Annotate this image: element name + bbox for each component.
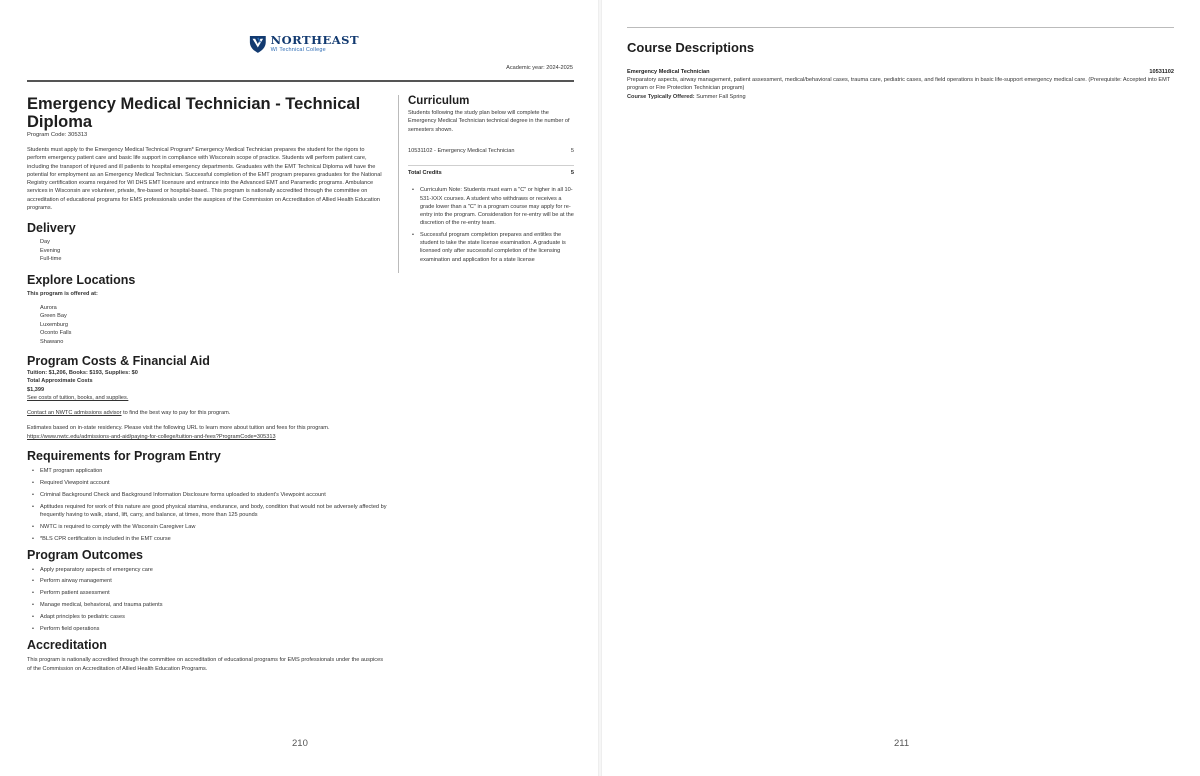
requirements-heading: Requirements for Program Entry <box>27 449 221 463</box>
page-number: 210 <box>292 738 308 749</box>
course-description: Preparatory aspects, airway management, patient assessment, medical/behavioral cases, trauma care, pediatric cases, and field operations in basic life-support emergency medical care. (Prerequisite: Accepted into EMT program or Fire Protection Technician program) <box>627 77 1171 92</box>
requirement-item: • EMT program application <box>31 468 387 476</box>
academic-year: Academic year: 2024-2025 <box>506 65 573 71</box>
course-description-entry <box>627 69 1174 101</box>
curriculum-note: • Successful program completion prepares and entitles the student to take the state license examination. A graduate is licensed only after successful completion of the licensing examination and application for a state license <box>412 231 574 264</box>
contact-line-rest: to find the best way to pay for this program. <box>121 410 231 417</box>
tuition-line: Tuition: $1,206, Books: $193, Supplies: $0 <box>27 369 138 376</box>
delivery-item: Full-time <box>40 256 62 263</box>
total-credits-value: 5 <box>570 170 574 177</box>
accreditation-text: This program is nationally accredited through the committee on accreditation of educational programs for EMS professionals under the auspices of the Commission on Accreditation of Allied Health Education Programs. <box>27 657 384 672</box>
estimates-text: Estimates based on in-state residency. Please visit the following URL to learn more about tuition and fees for this program. <box>27 425 330 432</box>
course-offered <box>627 93 1174 101</box>
location-item: Aurora <box>40 304 57 311</box>
see-costs-link[interactable]: See costs of tuition, books, and supplies. <box>27 394 129 401</box>
program-code: Program Code: 305313 <box>27 132 88 138</box>
outcome-item: • Perform field operations <box>31 626 387 634</box>
delivery-item: Evening <box>40 247 61 254</box>
outcomes-heading: Program Outcomes <box>27 547 144 562</box>
requirement-item: • Required Viewpoint account <box>31 480 387 488</box>
course-offered-label: Course Typically Offered: <box>627 93 695 100</box>
course-offered-value: Summer Fall Spring <box>694 93 746 100</box>
requirement-item: • Aptitudes required for work of this nature are good physical stamina, endurance, and body, condition that would not be adversely affected by frequently having to walk, stand, lift, carry, and balance, at times, more than 125 pounds <box>31 504 387 519</box>
requirement-item: • *BLS CPR certification is included in the EMT course <box>31 536 387 544</box>
header-divider <box>27 80 574 82</box>
logo-name: NORTHEAST <box>270 32 359 47</box>
outcome-item: • Apply preparatory aspects of emergency care <box>31 567 387 575</box>
college-logo <box>249 30 359 58</box>
page-number: 211 <box>894 738 910 749</box>
contact-advisor-link[interactable]: Contact an NWTC admissions advisor <box>27 410 122 417</box>
course-header <box>627 69 1174 75</box>
costs-heading: Program Costs & Financial Aid <box>27 353 210 368</box>
outcome-item: • Perform airway management <box>31 578 387 586</box>
curriculum-heading: Curriculum <box>408 95 470 107</box>
main-column <box>27 95 387 673</box>
locations-list <box>27 304 387 346</box>
curriculum-sidebar <box>398 95 574 273</box>
location-item: Shawano <box>40 338 64 345</box>
page-right <box>600 0 1200 776</box>
delivery-item: Day <box>40 239 50 246</box>
header-divider <box>627 27 1174 28</box>
requirement-item: • Criminal Background Check and Background Information Disclosure forms uploaded to student's Viewpoint account <box>31 492 387 500</box>
course-code: 10531102 <box>1149 69 1174 75</box>
curriculum-course-label: 10531102 - Emergency Medical Technician <box>408 148 515 155</box>
requirement-item: • NWTC is required to comply with the Wisconsin Caregiver Law <box>31 524 387 532</box>
curriculum-intro: Students following the study plan below will complete the Emergency Medical Technician technical degree in the number of semesters shown. <box>408 110 570 133</box>
program-intro: Students must apply to the Emergency Medical Technical Program* Emergency Medical Technician prepares the student for the rigors to perform emergency patient care and basic life support in compliance with Wisconsin scope of practice. Students will perform patient care, including the transport of injured and ill patients to hospital emergency departments. Graduates with the EMT Technical Diploma will have the potential for employment as an Emergency Medical Technician. Successful completion of the EMT program prepares graduates for the National Registry certification exams required for WI DHS EMT licensure and entrance into the Advanced EMT and Paramedic programs. Ambulance services in Wisconsin are volunteer, private, fire-based or hospital-based.. This program is nationally accredited through the committee on accreditation of educational programs for EMS professionals under the auspices of the Commission on Accreditation of Allied Health Education programs. <box>27 147 382 212</box>
shield-logo-icon <box>249 33 267 55</box>
location-item: Green Bay <box>40 313 67 320</box>
course-descriptions-heading: Course Descriptions <box>627 40 755 55</box>
total-credits-row <box>408 170 574 176</box>
location-item: Luxemburg <box>40 321 68 328</box>
program-title: Emergency Medical Technician - Technical Diploma <box>27 95 361 131</box>
course-name: Emergency Medical Technician <box>627 69 710 75</box>
curriculum-note: • Curriculum Note: Students must earn a "C" or higher in all 10-531-XXX courses. A student who withdraws or receives a grade lower than a "C" in a program course may apply for re-entry into the program. Consideration for re-entry will be at the discretion of the re-entry team. <box>412 186 574 227</box>
locations-heading: Explore Locations <box>27 272 136 287</box>
total-costs-label: Total Approximate Costs <box>27 378 93 385</box>
delivery-heading: Delivery <box>27 221 76 236</box>
total-costs-value: $1,399 <box>27 386 45 393</box>
curriculum-notes <box>408 186 574 264</box>
delivery-list <box>27 238 387 263</box>
outcome-item: • Perform patient assessment <box>31 590 387 598</box>
tuition-url-link[interactable]: https://www.nwtc.edu/admissions-and-aid/paying-for-college/tuition-and-fees?ProgramCode=305313 <box>27 433 276 440</box>
offered-at-label: This program is offered at: <box>27 290 98 297</box>
location-item: Oconto Falls <box>40 330 72 337</box>
accreditation-heading: Accreditation <box>27 638 107 653</box>
outcome-item: • Adapt principles to pediatric cases <box>31 614 387 622</box>
requirements-list <box>27 468 387 543</box>
curriculum-course-credits: 5 <box>570 148 574 155</box>
contact-line <box>27 409 387 417</box>
curriculum-course-row <box>408 148 574 166</box>
logo-subtitle: WI Technical College <box>270 47 326 53</box>
outcomes-list <box>27 567 387 635</box>
outcome-item: • Manage medical, behavioral, and trauma patients <box>31 602 387 610</box>
total-credits-label: Total Credits <box>408 170 442 177</box>
